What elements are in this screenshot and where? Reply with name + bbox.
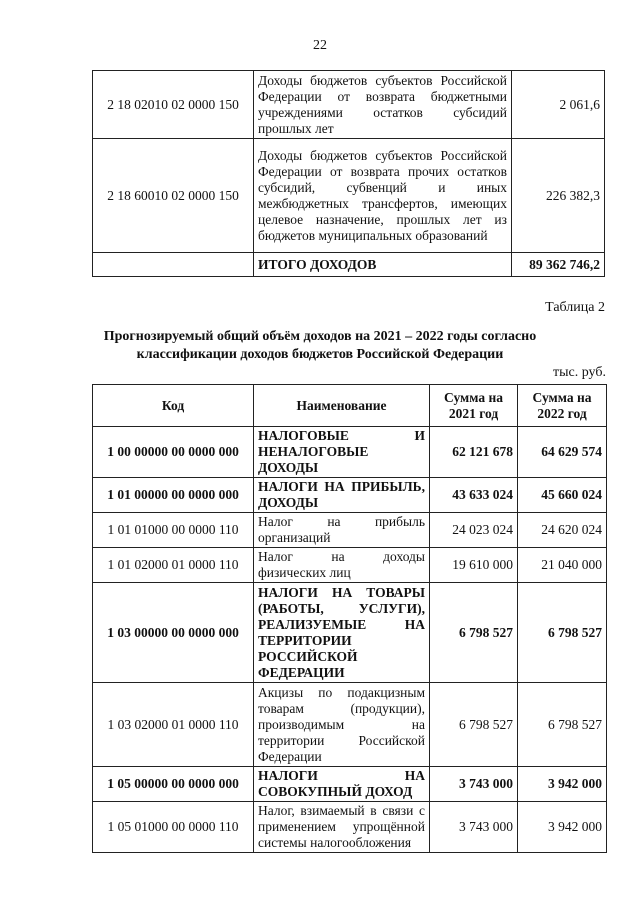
row-code: 1 00 00000 00 0000 000: [93, 427, 254, 478]
row-code: 1 03 02000 01 0000 110: [93, 683, 254, 767]
row-value: 2 061,6: [512, 71, 605, 139]
table-row-total: [93, 253, 605, 277]
table-row: [93, 139, 605, 253]
row-name: Акцизы по подакцизным товарам (продукции), производимым на территории Российской Федерации: [254, 683, 430, 767]
row-value-2022: 21 040 000: [518, 548, 607, 583]
row-code: [93, 253, 254, 277]
table-row: [93, 683, 607, 767]
header-name: Наименование: [254, 385, 430, 427]
table-label: Таблица 2: [545, 300, 605, 315]
row-value-2021: 24 023 024: [430, 513, 518, 548]
row-value-2021: 6 798 527: [430, 683, 518, 767]
row-code: 2 18 02010 02 0000 150: [93, 71, 254, 139]
total-value: 89 362 746,2: [512, 253, 605, 277]
row-value-2021: 19 610 000: [430, 548, 518, 583]
table-row: [93, 513, 607, 548]
row-name: Налог, взимаемый в связи с применением упрощённой системы налогообложения: [254, 802, 430, 853]
table-header-row: [93, 385, 607, 427]
table-row: [93, 548, 607, 583]
row-name: НАЛОГИ НА ПРИБЫЛЬ, ДОХОДЫ: [254, 478, 430, 513]
page-number: 22: [313, 38, 327, 53]
row-value-2021: 3 743 000: [430, 802, 518, 853]
table-row: [93, 583, 607, 683]
row-value-2022: 6 798 527: [518, 583, 607, 683]
row-code: 1 01 02000 01 0000 110: [93, 548, 254, 583]
row-value-2022: 3 942 000: [518, 767, 607, 802]
total-label: ИТОГО ДОХОДОВ: [254, 253, 512, 277]
table-title-line-2: классификации доходов бюджетов Российской Федерации: [136, 347, 504, 362]
row-code: 2 18 60010 02 0000 150: [93, 139, 254, 253]
table-row: [93, 478, 607, 513]
row-value-2022: 24 620 024: [518, 513, 607, 548]
row-code: 1 05 01000 00 0000 110: [93, 802, 254, 853]
row-code: 1 01 01000 00 0000 110: [93, 513, 254, 548]
header-sum-2022: Сумма на 2022 год: [518, 385, 607, 427]
row-value-2022: 3 942 000: [518, 802, 607, 853]
table-row: [93, 767, 607, 802]
row-name: НАЛОГОВЫЕ И НЕНАЛОГОВЫЕ ДОХОДЫ: [254, 427, 430, 478]
table-row: [93, 427, 607, 478]
row-value-2021: 62 121 678: [430, 427, 518, 478]
row-value-2022: 64 629 574: [518, 427, 607, 478]
row-name: НАЛОГИ НА СОВОКУПНЫЙ ДОХОД: [254, 767, 430, 802]
row-value-2022: 45 660 024: [518, 478, 607, 513]
table-title: [0, 328, 640, 364]
income-forecast-table: [92, 384, 607, 853]
row-value-2022: 6 798 527: [518, 683, 607, 767]
table-row: [93, 802, 607, 853]
row-code: 1 01 00000 00 0000 000: [93, 478, 254, 513]
row-value: 226 382,3: [512, 139, 605, 253]
row-name: Доходы бюджетов субъектов Российской Федерации от возврата бюджетными учреждениями остатков субсидий прошлых лет: [254, 71, 512, 139]
row-value-2021: 3 743 000: [430, 767, 518, 802]
row-name: Налог на прибыль организаций: [254, 513, 430, 548]
units-label: тыс. руб.: [553, 365, 606, 380]
income-table-continuation: [92, 70, 605, 277]
row-code: 1 03 00000 00 0000 000: [93, 583, 254, 683]
row-name: Налог на доходы физических лиц: [254, 548, 430, 583]
table-title-line-1: Прогнозируемый общий объём доходов на 2021 – 2022 годы согласно: [103, 329, 537, 344]
header-sum-2021: Сумма на 2021 год: [430, 385, 518, 427]
row-name: НАЛОГИ НА ТОВАРЫ (РАБОТЫ, УСЛУГИ), РЕАЛИЗУЕМЫЕ НА ТЕРРИТОРИИ РОССИЙСКОЙ ФЕДЕРАЦИИ: [254, 583, 430, 683]
table-row: [93, 71, 605, 139]
row-name: Доходы бюджетов субъектов Российской Федерации от возврата прочих остатков субсидий, субвенций и иных межбюджетных трансфертов, имеющих целевое назначение, прошлых лет из бюджетов муниципальных образований: [254, 139, 512, 253]
row-value-2021: 6 798 527: [430, 583, 518, 683]
header-code: Код: [93, 385, 254, 427]
row-code: 1 05 00000 00 0000 000: [93, 767, 254, 802]
row-value-2021: 43 633 024: [430, 478, 518, 513]
